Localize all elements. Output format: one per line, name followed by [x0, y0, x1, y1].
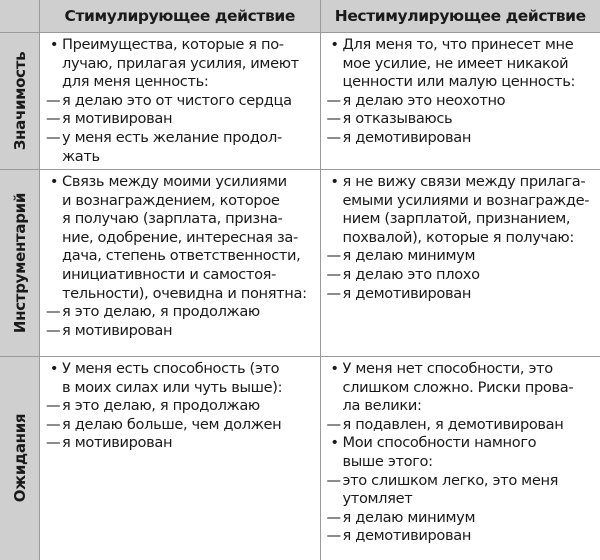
- cell-instrumentality-non-stimulating: [320, 169, 600, 356]
- list-item: [327, 73, 593, 92]
- list-item-text: Преимущества, которые я по-: [62, 36, 284, 53]
- continuation-indent: [46, 229, 62, 248]
- list-item-text: нием (зарплатой, признанием,: [342, 210, 571, 228]
- continuation-indent: [327, 229, 343, 248]
- list-item: [327, 434, 593, 453]
- dash-marker: —: [326, 508, 341, 526]
- list-item: [46, 210, 312, 229]
- dash-marker: —: [326, 415, 341, 433]
- list-item: [46, 247, 312, 266]
- continuation-indent: [46, 192, 62, 211]
- continuation-indent: [46, 379, 62, 398]
- cell-instrumentality-stimulating: [39, 169, 320, 356]
- bullet-marker: •: [330, 434, 339, 452]
- row-label-significance: Значимость: [0, 32, 39, 169]
- list-item: [46, 36, 312, 55]
- list-item: [327, 110, 593, 129]
- list-item-text: Связь между моими усилиями: [62, 173, 287, 190]
- header-non-stimulating: Нестимулирующее действие: [320, 0, 600, 32]
- row-divider: [0, 356, 600, 357]
- continuation-indent: [327, 453, 343, 472]
- list-item: [327, 416, 593, 435]
- row-divider: [0, 32, 600, 33]
- list-item-text: я мотивирован: [62, 321, 173, 339]
- list-item-text: жать: [62, 147, 100, 165]
- continuation-indent: [46, 266, 62, 285]
- list-item: [46, 129, 312, 148]
- cell-expectations-non-stimulating: [320, 356, 600, 560]
- list-item: [46, 173, 312, 192]
- list-item-text: для меня ценность:: [62, 73, 209, 91]
- dash-marker: —: [326, 110, 341, 128]
- list-item: [327, 285, 593, 304]
- list-item: [327, 92, 593, 111]
- list-item: [327, 173, 593, 192]
- list-item-text: я делаю это от чистого сердца: [62, 91, 292, 109]
- list-item: [327, 360, 593, 379]
- list-item: [327, 36, 593, 55]
- list-item-text: утомляет: [342, 490, 413, 508]
- continuation-indent: [46, 55, 62, 74]
- continuation-indent: [46, 285, 62, 304]
- list-item: [46, 397, 312, 416]
- list-item: [46, 73, 312, 92]
- dash-marker: —: [326, 91, 341, 109]
- list-item: [46, 229, 312, 248]
- dash-marker: —: [326, 265, 341, 283]
- list-item-text: я не вижу связи между прилага-: [342, 173, 586, 190]
- list-item-text: я мотивирован: [62, 110, 173, 128]
- continuation-indent: [327, 192, 343, 211]
- list-item: [46, 266, 312, 285]
- bullet-marker: •: [330, 36, 339, 53]
- list-item: [327, 472, 593, 491]
- list-item: [327, 55, 593, 74]
- list-item: [46, 285, 312, 304]
- continuation-indent: [46, 247, 62, 266]
- list-item: [327, 527, 593, 546]
- list-item: [46, 303, 312, 322]
- list-item-text: ла велики:: [342, 397, 422, 415]
- dash-marker: —: [46, 303, 61, 321]
- list-item: [327, 490, 593, 509]
- cell-expectations-stimulating: [39, 356, 320, 560]
- dash-marker: —: [326, 247, 341, 265]
- header-corner: [0, 0, 39, 32]
- list-item-text: я демотивирован: [342, 284, 472, 302]
- list-item-text: У меня есть способность (это: [62, 360, 280, 377]
- list-item-text: я делаю минимум: [342, 508, 476, 526]
- list-item-text: я подавлен, я демотивирован: [342, 415, 564, 433]
- list-item-text: У меня нет способности, это: [342, 360, 553, 377]
- dash-marker: —: [46, 397, 61, 415]
- list-item: [327, 453, 593, 472]
- list-item-text: слишком сложно. Риски прова-: [342, 378, 574, 396]
- list-item-text: я мотивирован: [62, 434, 173, 452]
- list-item-text: емыми усилиями и вознагражде-: [342, 191, 590, 209]
- list-item-text: это слишком легко, это меня: [342, 471, 559, 489]
- list-item-text: Мои способности намного: [342, 434, 537, 452]
- list-item-text: выше этого:: [342, 452, 433, 470]
- list-item: [46, 360, 312, 379]
- bullet-marker: •: [330, 360, 339, 377]
- list-item: [46, 322, 312, 341]
- list-item: [46, 148, 312, 167]
- continuation-indent: [46, 210, 62, 229]
- dash-marker: —: [326, 128, 341, 146]
- list-item: [327, 192, 593, 211]
- continuation-indent: [327, 397, 343, 416]
- dash-marker: —: [46, 321, 61, 339]
- list-item: [46, 55, 312, 74]
- continuation-indent: [327, 210, 343, 229]
- continuation-indent: [327, 73, 343, 92]
- list-item: [46, 92, 312, 111]
- list-item-text: лучаю, прилагая усилия, имеют: [62, 54, 299, 72]
- dash-marker: —: [326, 471, 341, 489]
- cell-significance-non-stimulating: [320, 32, 600, 169]
- cell-significance-stimulating: [39, 32, 320, 169]
- dash-marker: —: [326, 284, 341, 302]
- bullet-marker: •: [49, 173, 59, 190]
- dash-marker: —: [46, 415, 61, 433]
- list-item-text: я делаю минимум: [342, 247, 476, 265]
- list-item-text: я получаю (зарплата, призна-: [62, 210, 283, 228]
- list-item-text: дача, степень ответственности,: [62, 247, 301, 265]
- list-item: [327, 129, 593, 148]
- dash-marker: —: [46, 91, 61, 109]
- list-item-text: я демотивирован: [342, 128, 472, 146]
- list-item-text: мое усилие, не имеет никакой: [342, 54, 569, 72]
- continuation-indent: [46, 148, 62, 167]
- list-item-text: я делаю это неохотно: [342, 91, 506, 109]
- list-item-text: и вознаграждением, которое: [62, 191, 280, 209]
- list-item-text: инициативности и самостоя-: [62, 265, 277, 283]
- list-item: [46, 110, 312, 129]
- list-item: [327, 247, 593, 266]
- row-label-instrumentality: Инструментарий: [0, 169, 39, 356]
- list-item: [46, 192, 312, 211]
- list-item-text: я демотивирован: [342, 527, 472, 545]
- continuation-indent: [327, 490, 343, 509]
- list-item-text: в моих силах или чуть выше):: [62, 378, 283, 396]
- list-item-text: я это делаю, я продолжаю: [62, 397, 260, 415]
- header-stimulating: Стимулирующее действие: [39, 0, 320, 32]
- list-item: [46, 416, 312, 435]
- list-item-text: Для меня то, что принесет мне: [342, 36, 574, 53]
- list-item-text: я делаю больше, чем должен: [62, 415, 282, 433]
- row-label-expectations: Ожидания: [0, 356, 39, 560]
- dash-marker: —: [46, 110, 61, 128]
- list-item-text: ценности или малую ценность:: [342, 73, 576, 91]
- continuation-indent: [46, 73, 62, 92]
- dash-marker: —: [46, 128, 61, 146]
- list-item-text: у меня есть желание продол-: [62, 128, 282, 146]
- list-item: [46, 379, 312, 398]
- list-item: [46, 434, 312, 453]
- continuation-indent: [327, 379, 343, 398]
- dash-marker: —: [326, 527, 341, 545]
- list-item-text: тельности), очевидна и понятна:: [62, 284, 307, 302]
- list-item-text: я это делаю, я продолжаю: [62, 303, 260, 321]
- list-item: [327, 229, 593, 248]
- bullet-marker: •: [330, 173, 339, 190]
- dash-marker: —: [46, 434, 61, 452]
- list-item-text: я отказываюсь: [342, 110, 453, 128]
- row-divider: [0, 169, 600, 170]
- list-item: [327, 379, 593, 398]
- list-item: [327, 509, 593, 528]
- list-item: [327, 266, 593, 285]
- list-item: [327, 210, 593, 229]
- list-item-text: похвалой), которые я получаю:: [342, 228, 574, 246]
- bullet-marker: •: [49, 360, 59, 377]
- continuation-indent: [327, 55, 343, 74]
- list-item-text: ние, одобрение, интересная за-: [62, 228, 298, 246]
- bullet-marker: •: [49, 36, 59, 53]
- list-item-text: я делаю это плохо: [342, 265, 480, 283]
- list-item: [327, 397, 593, 416]
